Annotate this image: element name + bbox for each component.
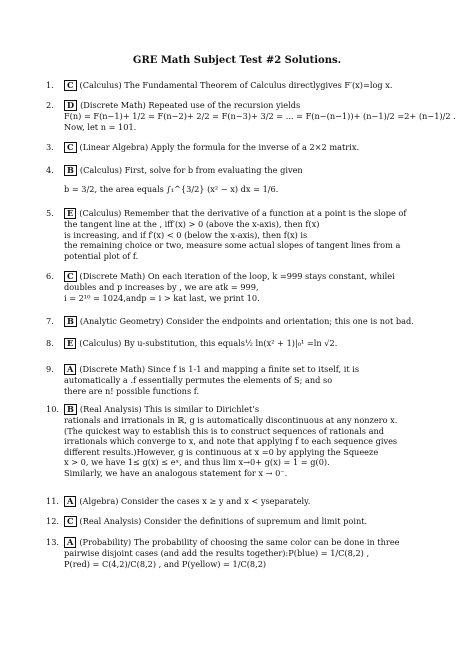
- item-line: (Discrete Math) Since f is 1-1 and mapping a finite set to itself, it is: [79, 364, 360, 374]
- item-number: 5.: [46, 208, 54, 218]
- item-number: 4.: [46, 165, 54, 175]
- answer-box: A: [64, 496, 76, 507]
- solution-item-1: [46, 80, 444, 91]
- answer-box: E: [64, 338, 76, 349]
- item-line: (Real Analysis) Consider the definitions of supremum and limit point.: [79, 516, 368, 526]
- item-line: F(n) = F(n−1)+ 1/2 = F(n−2)+ 2/2 = F(n−3)+ 3/2 = ... = F(n−(n−1))+ (n−1)/2 =2+ (n−1)/2 .: [64, 111, 456, 121]
- solution-item-12: [46, 516, 444, 527]
- item-line: automatically a .f essentially permutes the elements of S; and so: [64, 375, 333, 385]
- item-line: there are n! possible functions f.: [64, 385, 200, 396]
- item-line: the tangent line at the , iff′(x) > 0 (above the x-axis), then f(x): [64, 219, 320, 229]
- item-number: 12.: [46, 516, 60, 526]
- solution-item-4: [46, 165, 444, 195]
- item-number: 13.: [46, 537, 60, 547]
- item-number: 1.: [46, 80, 54, 90]
- item-line: rationals and irrationals in ℝ, g is automatically discontinuous at any nonzero x.: [64, 415, 398, 425]
- item-line: (Analytic Geometry) Consider the endpoints and orientation; this one is not bad.: [79, 316, 414, 326]
- answer-box: A: [64, 364, 76, 375]
- item-line: (Real Analysis) This is similar to Dirichlet’s: [79, 404, 260, 414]
- item-number: 11.: [46, 496, 60, 506]
- item-line: (Algebra) Consider the cases x ≥ y and x < yseparately.: [79, 496, 311, 506]
- item-line: (The quickest way to establish this is to construct sequences of rationals and: [64, 425, 384, 436]
- item-line: potential plot of f.: [64, 250, 139, 261]
- item-number: 6.: [46, 271, 54, 281]
- solution-item-13: [46, 537, 444, 569]
- solution-item-7: [46, 316, 444, 327]
- item-line: (Probability) The probability of choosing the same color can be done in three: [79, 537, 400, 547]
- solution-item-5: [46, 208, 444, 261]
- answer-box: C: [64, 271, 77, 282]
- item-line: b = 3/2, the area equals ∫₁^{3/2} (x² − x) dx = 1/6.: [64, 184, 279, 194]
- item-line: i = 2¹⁰ = 1024,andp = i > kat last, we print 10.: [64, 292, 260, 303]
- item-line: different results.)However, g is continuous at x =0 by applying the Squeeze: [64, 446, 379, 457]
- answer-box: D: [64, 100, 77, 111]
- item-line: pairwise disjoint cases (and add the results together):P(blue) = 1/C(8,2) ,: [64, 548, 370, 558]
- item-line: (Linear Algebra) Apply the formula for the inverse of a 2×2 matrix.: [79, 142, 360, 152]
- answer-box: C: [64, 516, 77, 527]
- solution-item-10: [46, 404, 444, 479]
- page-title: GRE Math Subject Test #2 Solutions.: [132, 55, 342, 66]
- item-line: (Calculus) Remember that the derivative of a function at a point is the slope of: [79, 208, 407, 218]
- item-number: 8.: [46, 338, 54, 348]
- item-line: (Calculus) First, solve for b from evaluating the given: [79, 165, 303, 175]
- solution-item-11: [46, 496, 444, 507]
- item-line: (Calculus) The Fundamental Theorem of Calculus directlygives F′(x)=log x.: [79, 80, 393, 90]
- item-line: x > 0, we have 1≤ g(x) ≤ eˣ, and thus lim x→0+ g(x) = 1 = g(0).: [64, 457, 330, 468]
- item-line: doubles and p increases by , we are atk = 999,: [64, 282, 259, 292]
- item-number: 2.: [46, 100, 54, 110]
- answer-box: C: [64, 142, 77, 153]
- item-number: 9.: [46, 364, 54, 374]
- solution-item-9: [46, 364, 444, 396]
- item-line: is increasing, and if f′(x) < 0 (below the x-axis), then f(x) is: [64, 229, 308, 240]
- answer-box: B: [64, 404, 77, 415]
- item-line: (Calculus) By u-substitution, this equals½ ln(x² + 1)|₀¹ =ln √2.: [79, 338, 338, 348]
- item-line: irrationals which converge to x, and note that applying f to each sequence gives: [64, 436, 398, 447]
- item-number: 10.: [46, 404, 60, 414]
- item-line: P(red) = C(4,2)/C(8,2) , and P(yellow) = 1/C(8,2): [64, 558, 267, 569]
- item-line: the remaining choice or two, measure some actual slopes of tangent lines from a: [64, 240, 401, 251]
- solution-item-8: [46, 338, 444, 349]
- item-number: 3.: [46, 142, 54, 152]
- item-line: Similarly, we have an analogous statement for x → 0⁻.: [64, 467, 288, 478]
- answer-box: B: [64, 165, 77, 176]
- item-line: Now, let n = 101.: [64, 121, 137, 132]
- item-number: 7.: [46, 316, 54, 326]
- item-line: (Discrete Math) On each iteration of the loop, k =999 stays constant, whilei: [79, 271, 395, 281]
- answer-box: E: [64, 208, 76, 219]
- solution-item-6: [46, 271, 444, 303]
- answer-box: B: [64, 316, 77, 327]
- solution-item-3: [46, 142, 444, 153]
- answer-box: A: [64, 537, 76, 548]
- item-line: (Discrete Math) Repeated use of the recursion yields: [80, 100, 301, 110]
- answer-box: C: [64, 80, 77, 91]
- solution-item-2: [46, 100, 456, 132]
